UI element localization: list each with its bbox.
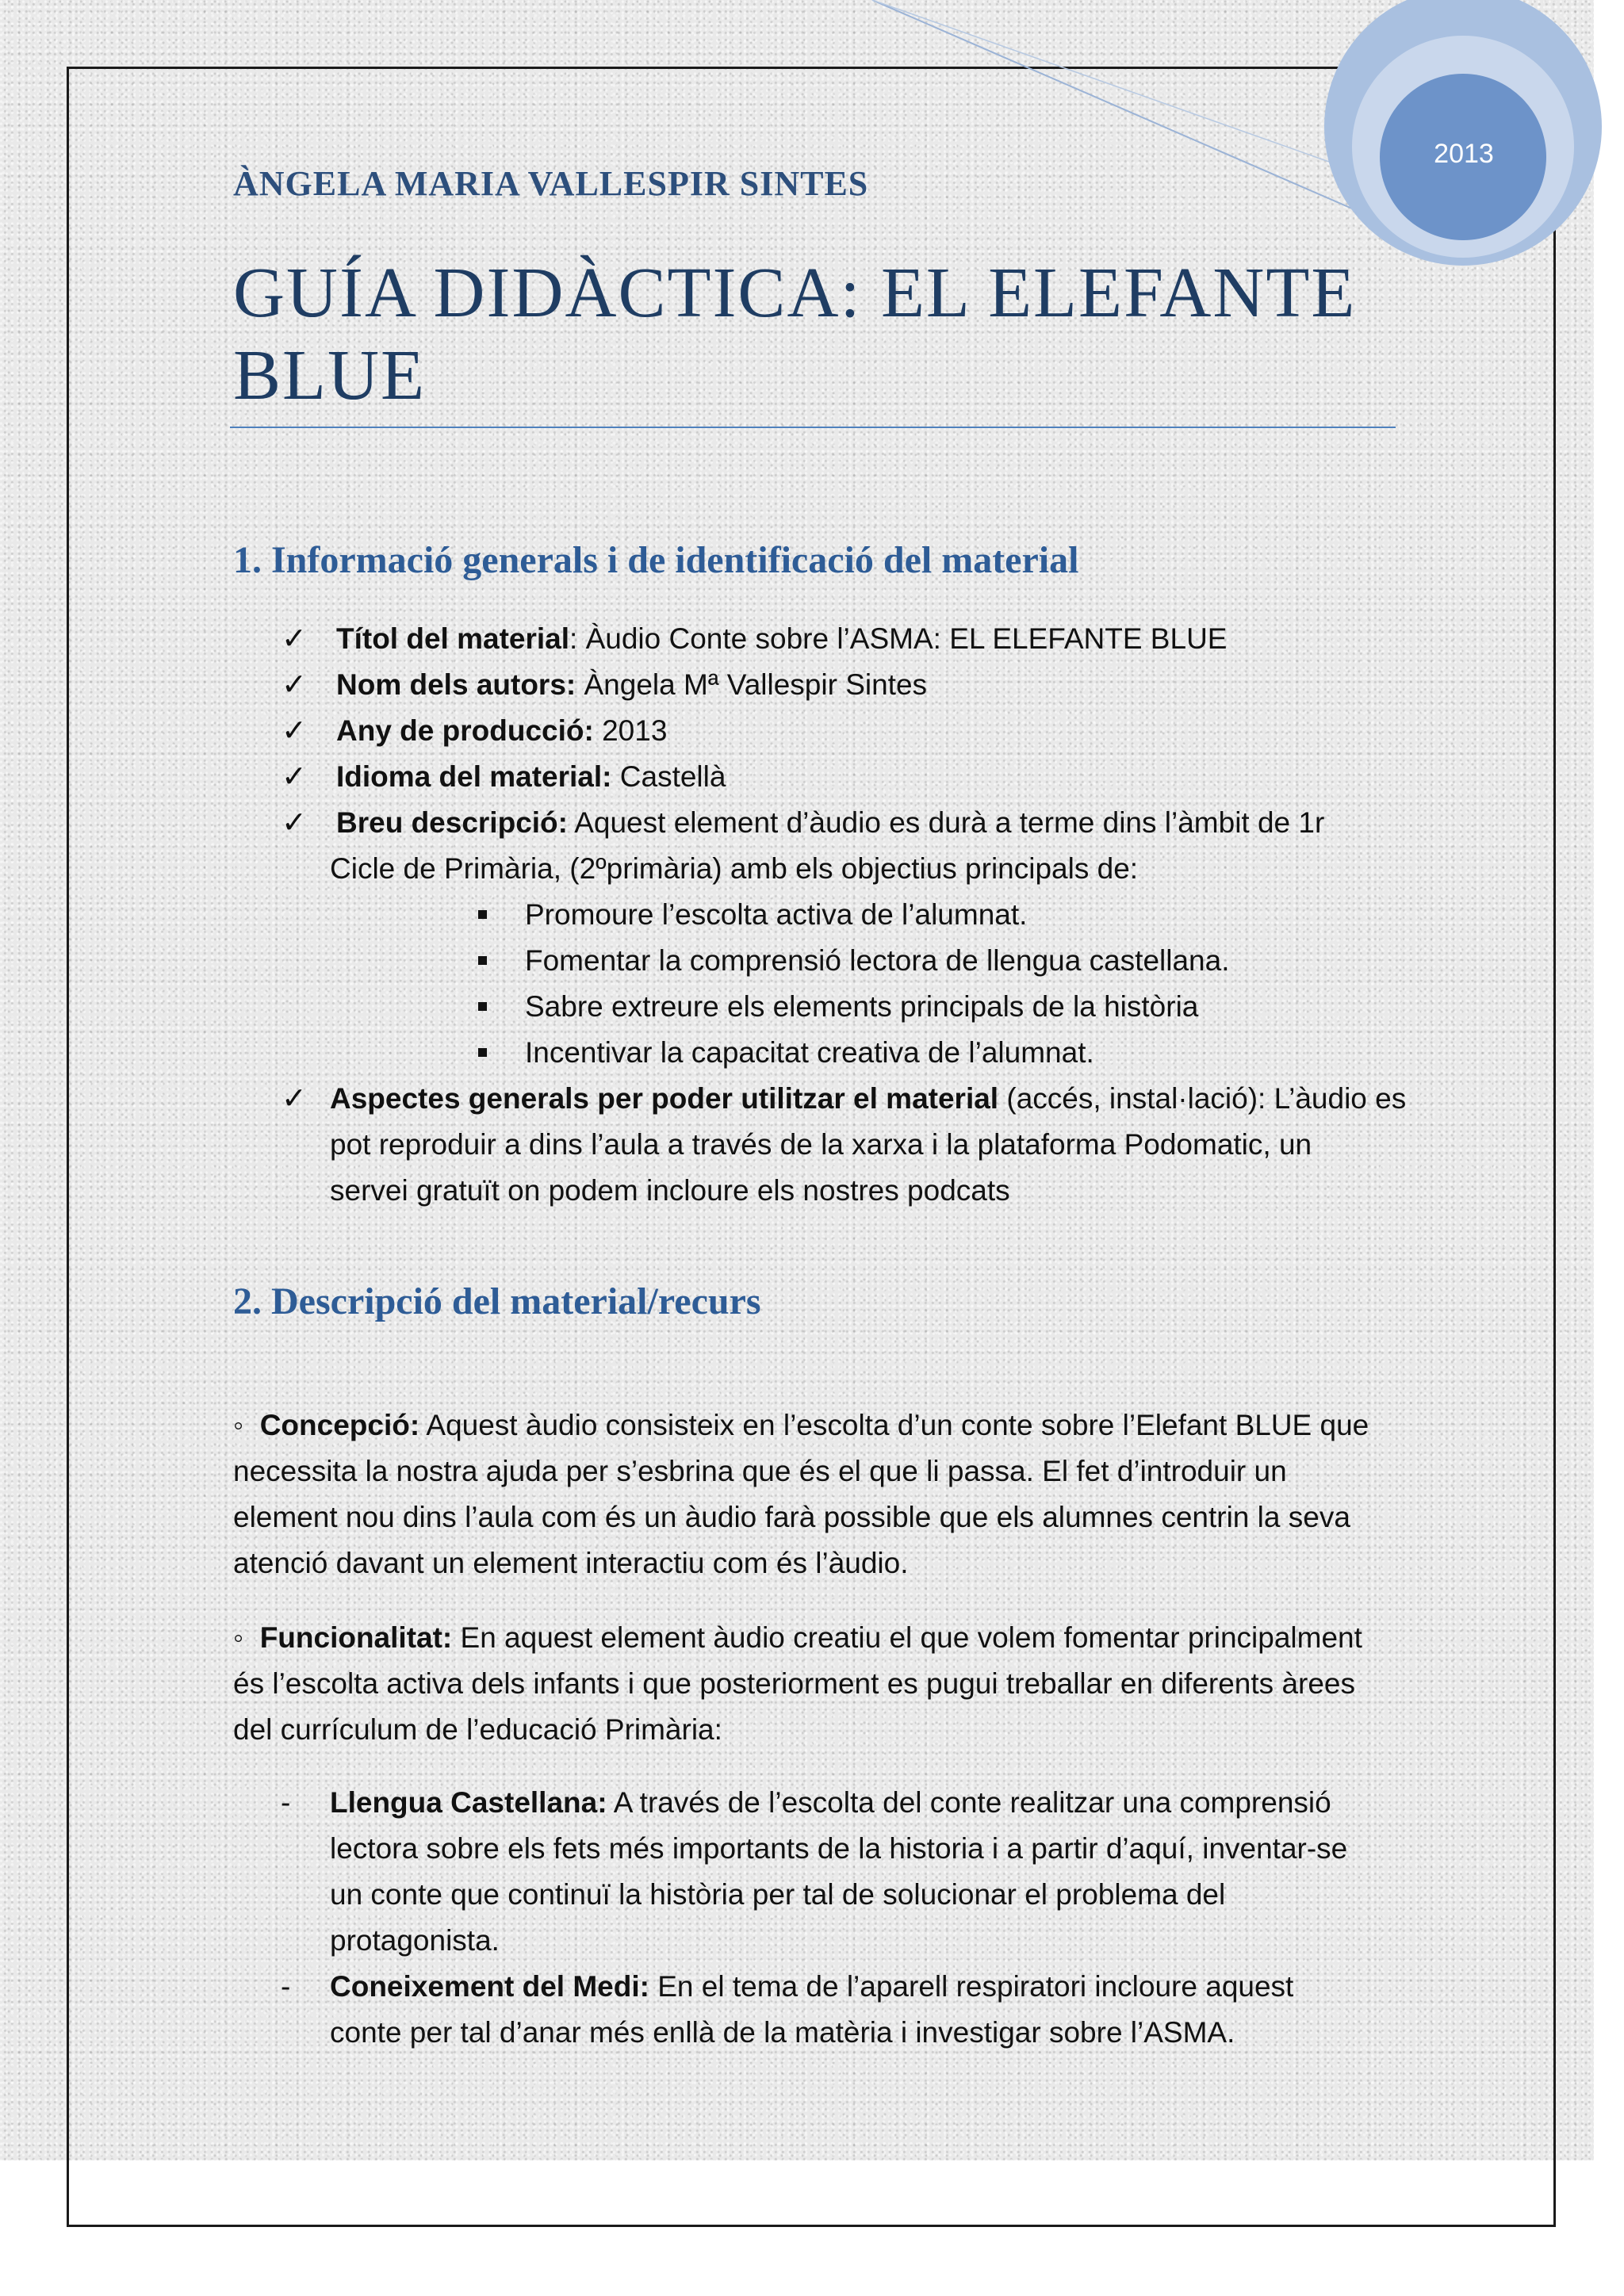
- info-item-language: Idioma del material: Castellà: [336, 760, 726, 793]
- funcionalitat-line-3: del currículum de l’educació Primària:: [233, 1713, 722, 1746]
- checkmark-icon: ✓: [282, 622, 307, 656]
- section-1-heading: 1. Informació generals i de identificació del material: [233, 539, 1079, 581]
- checkmark-icon: ✓: [282, 1082, 307, 1115]
- medi-line-2: conte per tal d’anar més enllà de la matèria i investigar sobre l’ASMA.: [330, 2016, 1235, 2049]
- llengua-line-4: protagonista.: [330, 1924, 500, 1957]
- square-bullet-icon: [478, 1002, 487, 1011]
- funcionalitat-paragraph: ◦ Funcionalitat: En aquest element àudio creatiu el que volem fomentar principalment: [233, 1621, 1362, 1654]
- title-line-1: GUÍA DIDÀCTICA: EL ELEFANTE: [233, 254, 1357, 332]
- square-bullet-icon: [478, 956, 487, 965]
- checkmark-icon: ✓: [282, 806, 307, 840]
- concepcio-paragraph: ◦ Concepció: Aquest àudio consisteix en l’escolta d’un conte sobre l’Elefant BLUE que: [233, 1409, 1369, 1441]
- title-line-2: BLUE: [233, 336, 426, 415]
- circle-bullet-icon: ◦: [233, 1621, 244, 1654]
- concepcio-line-4: atenció davant un element interactiu com és l’àudio.: [233, 1547, 909, 1579]
- title-underline: [230, 427, 1396, 428]
- dash-bullet: -: [281, 1970, 291, 2003]
- objective-item: Promoure l’escolta activa de l’alumnat.: [525, 898, 1028, 931]
- info-item-aspects: Aspectes generals per poder utilitzar el material (accés, instal·lació): L’àudio es: [330, 1082, 1407, 1115]
- section-2-heading: 2. Descripció del material/recurs: [233, 1280, 761, 1322]
- concepcio-line-2: necessita la nostra ajuda per s’esbrina que és el que li passa. El fet d’introduir un: [233, 1455, 1287, 1487]
- checkmark-icon: ✓: [282, 714, 307, 748]
- author-name: ÀNGELA MARIA VALLESPIR SINTES: [233, 164, 869, 203]
- objective-item: Incentivar la capacitat creativa de l’alumnat.: [525, 1036, 1094, 1069]
- checkmark-icon: ✓: [282, 668, 307, 702]
- concepcio-line-3: element nou dins l’aula com és un àudio farà possible que els alumnes centrin la seva: [233, 1501, 1350, 1533]
- dash-bullet: -: [281, 1786, 291, 1819]
- medi-item: Coneixement del Medi: En el tema de l’aparell respiratori incloure aquest: [330, 1970, 1294, 2003]
- info-item-year: Any de producció: 2013: [336, 714, 668, 747]
- info-item-aspects-line2: pot reproduir a dins l’aula a través de la xarxa i la plataforma Podomatic, un: [330, 1128, 1312, 1161]
- llengua-item: Llengua Castellana: A través de l’escolta del conte realitzar una comprensió: [330, 1786, 1331, 1819]
- year-badge-label: 2013: [1434, 139, 1494, 169]
- info-item-authors: Nom dels autors: Àngela Mª Vallespir Sintes: [336, 668, 928, 701]
- objective-item: Sabre extreure els elements principals de la història: [525, 990, 1199, 1023]
- info-item-aspects-line3: servei gratuït on podem incloure els nostres podcats: [330, 1174, 1010, 1207]
- llengua-line-3: un conte que continuï la història per tal de solucionar el problema del: [330, 1878, 1226, 1911]
- document-title: [233, 252, 1391, 417]
- circle-bullet-icon: ◦: [233, 1409, 244, 1441]
- info-item-title: Títol del material: Àudio Conte sobre l’ASMA: EL ELEFANTE BLUE: [336, 622, 1228, 655]
- llengua-line-2: lectora sobre els fets més importants de la historia i a partir d’aquí, inventar-se: [330, 1832, 1348, 1865]
- checkmark-icon: ✓: [282, 760, 307, 794]
- square-bullet-icon: [478, 910, 487, 919]
- info-item-description: Breu descripció: Aquest element d’àudio es durà a terme dins l’àmbit de 1r: [336, 806, 1325, 839]
- funcionalitat-line-2: és l’escolta activa dels infants i que posteriorment es pugui treballar en diferents àrees: [233, 1667, 1355, 1700]
- objective-item: Fomentar la comprensió lectora de llengua castellana.: [525, 944, 1230, 977]
- info-item-description-cont: Cicle de Primària, (2ºprimària) amb els objectius principals de:: [330, 852, 1139, 885]
- square-bullet-icon: [478, 1048, 487, 1057]
